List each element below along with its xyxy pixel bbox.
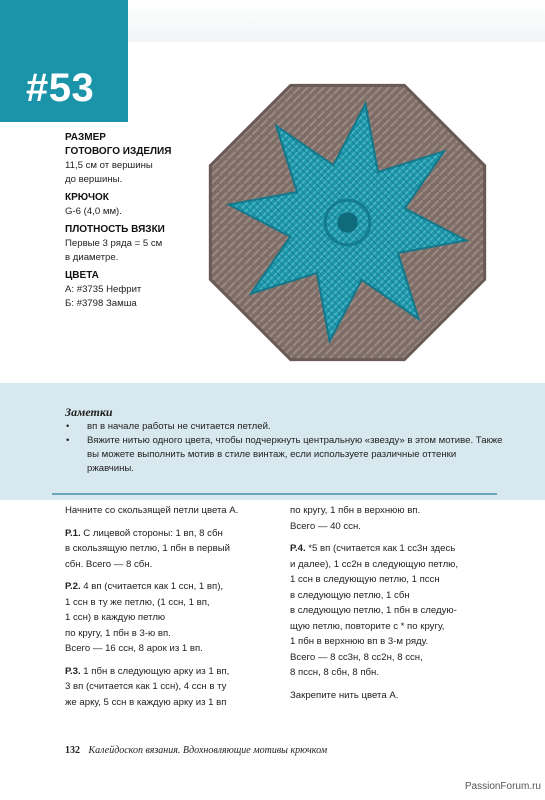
round-1-label: Р.1. <box>65 527 81 539</box>
page-footer <box>65 745 327 756</box>
crochet-motif-image <box>195 70 500 375</box>
note-item: • Вяжите нитью одного цвета, чтобы подчеркнуть центральную «звезду» в этом мотиве. Также вы можете выполнить мотив в стиле винтаж, если используете различные оттенки ржавчины. <box>66 435 503 474</box>
size-value-line-2: до вершины. <box>65 174 123 185</box>
pattern-number-badge <box>0 0 128 122</box>
round-4-text: *5 вп (считается как 1 сс3н здесь и далее), 1 сс2н в следующую петлю, 1 ссн в следующую петлю, 1 пссн в следующую петлю, 1 сбн в следующую петлю, 1 пбн в следую- щую петлю, повторите с * по кругу, 1 пбн в верхнюю вп в 3-м ряду. Всего — 8 сс3н, 8 сс2н, 8 ссн, 8 пссн, 8 сбн, 8 пбн. <box>290 543 459 678</box>
size-heading: РАЗМЕР ГОТОВОГО ИЗДЕЛИЯ <box>65 132 172 157</box>
closing-text: Закрепите нить цвета А. <box>290 689 399 701</box>
hook-value: G-6 (4,0 мм). <box>65 206 122 217</box>
round-4 <box>290 541 500 681</box>
round-1-text: С лицевой стороны: 1 вп, 8 сбн в скользящую петлю, 1 пбн в первый сбн. Всего — 8 сбн. <box>65 527 230 570</box>
specs-panel <box>65 131 200 311</box>
page-number: 132 <box>65 745 80 756</box>
intro-text: Начните со скользящей петли цвета А. <box>65 505 239 516</box>
book-title: Калейдоскоп вязания. Вдохновляющие мотивы крючком <box>88 745 328 756</box>
note-item: • вп в начале работы не считается петлей. <box>66 421 271 432</box>
round-3 <box>65 664 270 711</box>
pattern-number: #53 <box>26 66 95 110</box>
round-2-text: 4 вп (считается как 1 ссн, 1 вп), 1 ссн в ту же петлю, (1 ссн, 1 вп, 1 ссн) в каждую петлю по кругу, 1 пбн в 3-ю вп. Всего — 16 ссн, 8 арок из 1 вп. <box>65 581 224 654</box>
note-text: Вяжите нитью одного цвета, чтобы подчеркнуть центральную «звезду» в этом мотиве. Также вы можете выполнить мотив в стиле винтаж, если используете различные оттенки ржавчины. <box>87 435 503 474</box>
colors-heading: ЦВЕТА <box>65 270 99 281</box>
round-3-label: Р.3. <box>65 665 81 677</box>
color-b: Б: #3798 Замша <box>65 298 137 309</box>
notes-title: Заметки <box>65 405 113 419</box>
note-text: вп в начале работы не считается петлей. <box>87 421 271 432</box>
round-3-continued: по кругу, 1 пбн в верхнюю вп. Всего — 40 ссн. <box>290 505 421 532</box>
lace-header-decoration <box>125 0 545 42</box>
color-a: А: #3735 Нефрит <box>65 284 142 295</box>
instructions-left-column <box>65 503 270 717</box>
round-2 <box>65 579 270 657</box>
round-4-label: Р.4. <box>290 543 306 554</box>
size-value-line-1: 11,5 см от вершины <box>65 160 153 171</box>
hook-heading: КРЮЧОК <box>65 192 109 203</box>
site-watermark: PassionForum.ru <box>464 781 541 792</box>
instructions-right-column <box>290 503 500 710</box>
gauge-heading: ПЛОТНОСТЬ ВЯЗКИ <box>65 224 165 235</box>
gauge-value-line-2: в диаметре. <box>65 252 119 263</box>
round-1 <box>65 526 270 573</box>
round-2-label: Р.2. <box>65 581 81 592</box>
gauge-value-line-1: Первые 3 ряда = 5 см <box>65 238 163 249</box>
notes-list <box>65 420 505 476</box>
section-divider <box>52 493 497 495</box>
round-3-text: 1 пбн в следующую арку из 1 вп, 3 вп (считается как 1 ссн), 4 ссн в ту же арку, 5 ссн в каждую арку из 1 вп <box>65 665 230 708</box>
